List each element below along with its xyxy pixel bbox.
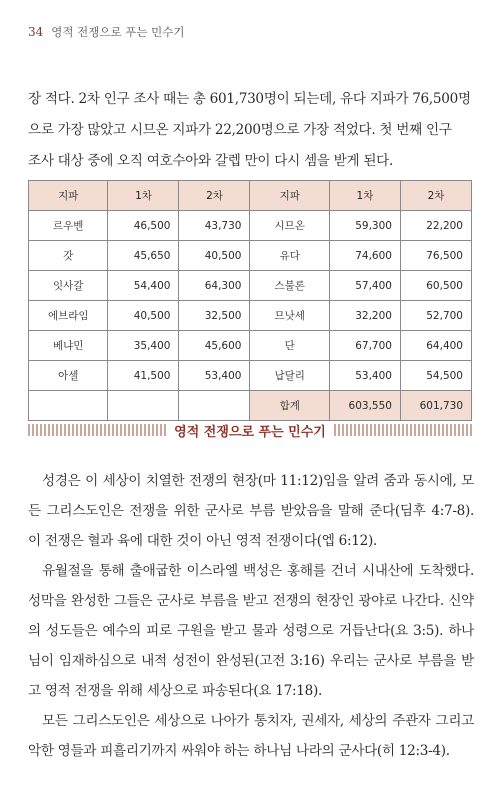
page-number: 34 bbox=[28, 25, 44, 39]
body-paragraph: 성경은 이 세상이 치열한 전쟁의 현장(마 11:12)임을 알려 줌과 동시에, 모든 그리스도인은 전쟁을 위한 군사로 부름 받았음을 말해 준다(딤후 4:7-8). 이 전쟁은 혈과 육에 대한 것이 아닌 영적 전쟁이다(엡 6:12). bbox=[28, 473, 474, 549]
first-census: 32,200 bbox=[329, 301, 400, 331]
body-text bbox=[28, 466, 474, 766]
table-row bbox=[29, 361, 472, 391]
body-paragraph: 모든 그리스도인은 세상으로 나아가 통치자, 권세자, 세상의 주관자 그리고 악한 영들과 피흘리기까지 싸워야 하는 하나님 나라의 군사다(히 12:3-4). bbox=[28, 713, 474, 759]
second-census: 76,500 bbox=[400, 241, 471, 271]
first-census: 40,500 bbox=[108, 301, 179, 331]
empty-cell bbox=[29, 391, 108, 421]
second-census: 52,700 bbox=[400, 301, 471, 331]
table-total-row bbox=[29, 391, 472, 421]
tribe-name: 르우벤 bbox=[29, 211, 108, 241]
first-census: 35,400 bbox=[108, 331, 179, 361]
col-header-first: 1차 bbox=[329, 181, 400, 211]
decorative-stripes bbox=[28, 424, 166, 436]
table-row bbox=[29, 301, 472, 331]
intro-paragraph bbox=[28, 84, 474, 177]
second-census: 53,400 bbox=[179, 361, 250, 391]
first-census: 57,400 bbox=[329, 271, 400, 301]
tribe-name: 유다 bbox=[250, 241, 329, 271]
tribe-name: 갓 bbox=[29, 241, 108, 271]
second-census: 22,200 bbox=[400, 211, 471, 241]
col-header-second: 2차 bbox=[179, 181, 250, 211]
first-census: 53,400 bbox=[329, 361, 400, 391]
first-census: 59,300 bbox=[329, 211, 400, 241]
first-census: 46,500 bbox=[108, 211, 179, 241]
running-title: 영적 전쟁으로 푸는 민수기 bbox=[51, 25, 185, 39]
total-first-census: 603,550 bbox=[329, 391, 400, 421]
second-census: 64,400 bbox=[400, 331, 471, 361]
body-paragraph: 유월절을 통해 출애굽한 이스라엘 백성은 홍해를 건너 시내산에 도착했다. 성막을 완성한 그들은 군사로 부름을 받고 전쟁의 현장인 광야로 나간다. 신약의 성도들은 예수의 피로 구원을 받고 물과 성령으로 거듭난다(요 3:5). 하나님이 임재하심으로 내적 성전이 완성된(고전 3:16) 우리는 군사로 부름을 받고 영적 전쟁을 위해 세상으로 파송된다(요 17:18). bbox=[28, 563, 474, 699]
total-label: 합계 bbox=[250, 391, 329, 421]
col-header-second: 2차 bbox=[400, 181, 471, 211]
census-table bbox=[28, 180, 472, 421]
tribe-name: 잇사갈 bbox=[29, 271, 108, 301]
col-header-tribe: 지파 bbox=[250, 181, 329, 211]
first-census: 45,650 bbox=[108, 241, 179, 271]
total-second-census: 601,730 bbox=[400, 391, 471, 421]
first-census: 74,600 bbox=[329, 241, 400, 271]
table-row bbox=[29, 271, 472, 301]
decorative-stripes bbox=[334, 424, 472, 436]
second-census: 54,500 bbox=[400, 361, 471, 391]
table-row bbox=[29, 211, 472, 241]
second-census: 32,500 bbox=[179, 301, 250, 331]
tribe-name: 납달리 bbox=[250, 361, 329, 391]
tribe-name: 시므온 bbox=[250, 211, 329, 241]
tribe-name: 아셀 bbox=[29, 361, 108, 391]
col-header-first: 1차 bbox=[108, 181, 179, 211]
col-header-tribe: 지파 bbox=[29, 181, 108, 211]
second-census: 43,730 bbox=[179, 211, 250, 241]
intro-line: 으로 가장 많았고 시므온 지파가 22,200명으로 가장 적었다. 첫 번째 인구 bbox=[28, 122, 452, 138]
intro-line: 장 적다. 2차 인구 조사 때는 총 601,730명이 되는데, 유다 지파가 76,500명 bbox=[28, 91, 471, 107]
table-row bbox=[29, 241, 472, 271]
tribe-name: 므낫세 bbox=[250, 301, 329, 331]
intro-line: 조사 대상 중에 오직 여호수아와 갈렙 만이 다시 셈을 받게 된다. bbox=[28, 153, 394, 169]
tribe-name: 에브라임 bbox=[29, 301, 108, 331]
table-header-row bbox=[29, 181, 472, 211]
empty-cell bbox=[179, 391, 250, 421]
first-census: 41,500 bbox=[108, 361, 179, 391]
tribe-name: 단 bbox=[250, 331, 329, 361]
second-census: 45,600 bbox=[179, 331, 250, 361]
section-title: 영적 전쟁으로 푸는 민수기 bbox=[174, 424, 326, 440]
tribe-name: 베냐민 bbox=[29, 331, 108, 361]
second-census: 60,500 bbox=[400, 271, 471, 301]
first-census: 54,400 bbox=[108, 271, 179, 301]
section-heading bbox=[28, 419, 472, 441]
running-header bbox=[28, 24, 184, 40]
empty-cell bbox=[108, 391, 179, 421]
second-census: 64,300 bbox=[179, 271, 250, 301]
tribe-name: 스불론 bbox=[250, 271, 329, 301]
table-row bbox=[29, 331, 472, 361]
first-census: 67,700 bbox=[329, 331, 400, 361]
second-census: 40,500 bbox=[179, 241, 250, 271]
